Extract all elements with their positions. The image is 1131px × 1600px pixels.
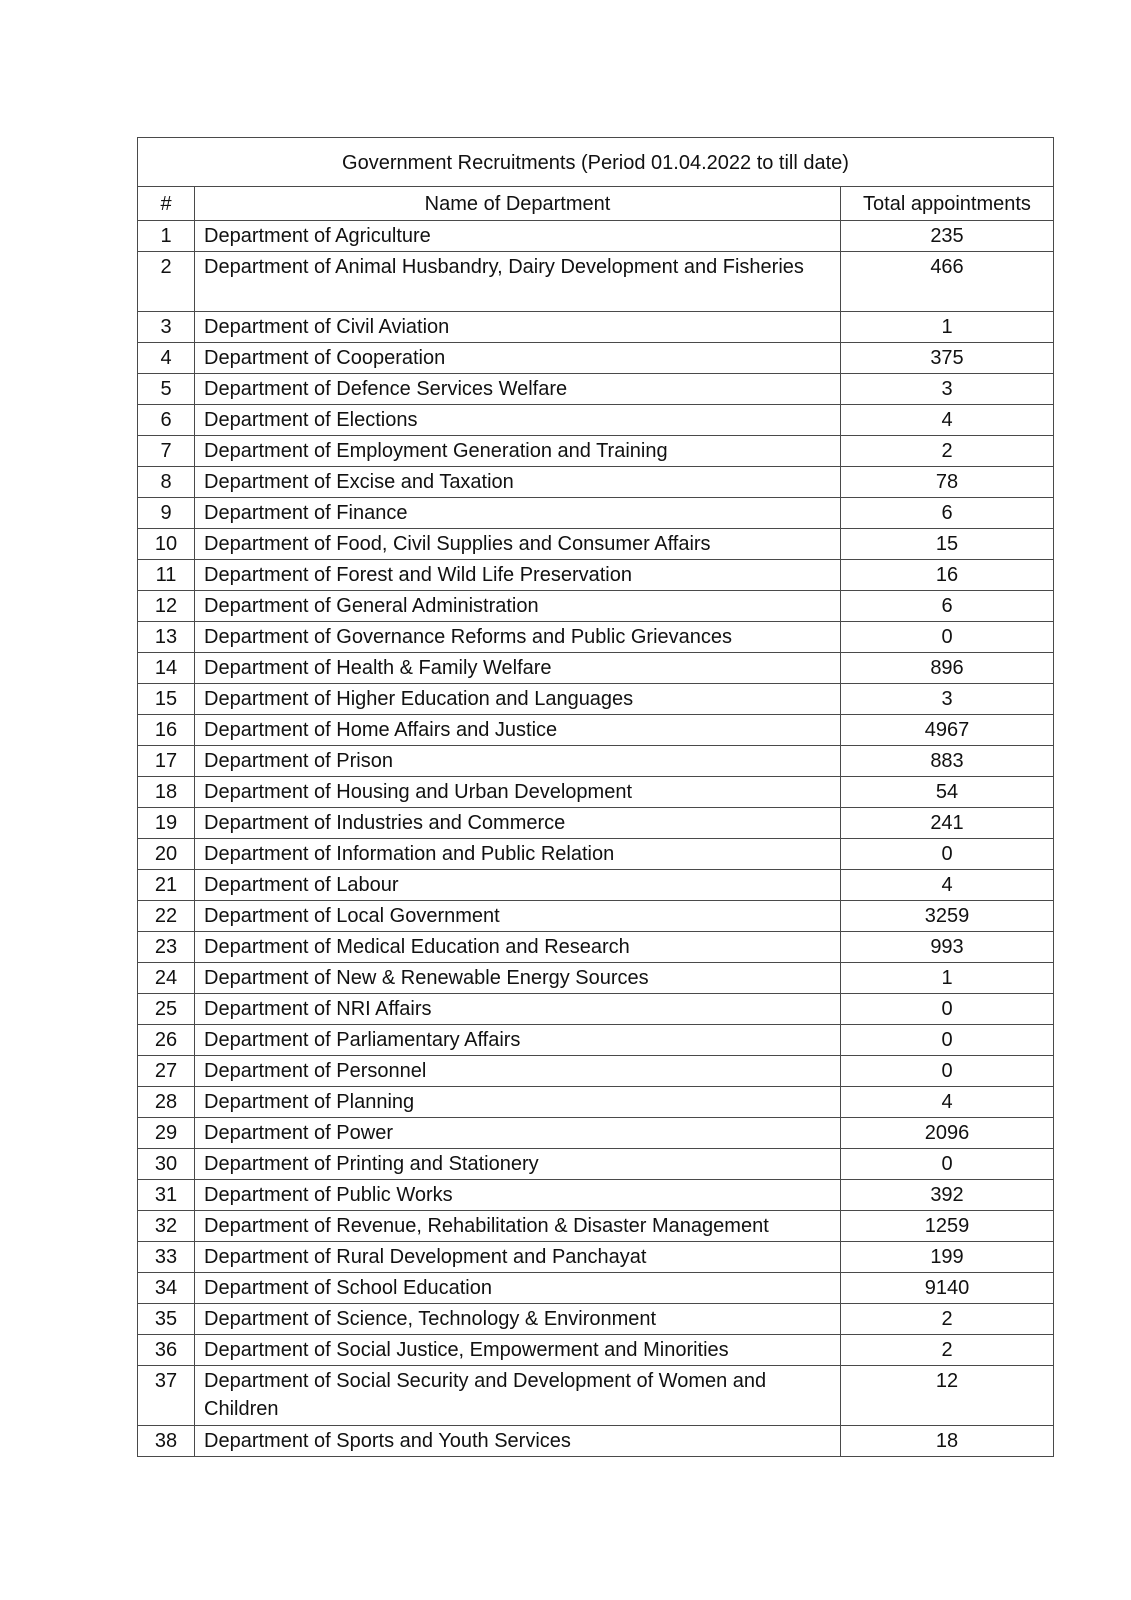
table-row (138, 1025, 1054, 1056)
total-appointments: 15 (841, 529, 1054, 560)
row-number: 30 (138, 1149, 195, 1180)
row-number: 38 (138, 1426, 195, 1457)
table-row (138, 1180, 1054, 1211)
total-appointments: 2 (841, 1335, 1054, 1366)
total-appointments: 2 (841, 1304, 1054, 1335)
total-appointments: 0 (841, 622, 1054, 653)
table-row (138, 498, 1054, 529)
department-name: Department of Printing and Stationery (195, 1149, 841, 1180)
row-number: 17 (138, 746, 195, 777)
total-appointments: 3259 (841, 901, 1054, 932)
table-row (138, 252, 1054, 312)
row-number: 8 (138, 467, 195, 498)
department-name: Department of Sports and Youth Services (195, 1426, 841, 1457)
table-row (138, 1426, 1054, 1457)
total-appointments: 4 (841, 405, 1054, 436)
department-name: Department of School Education (195, 1273, 841, 1304)
total-appointments: 883 (841, 746, 1054, 777)
table-row (138, 221, 1054, 252)
row-number: 14 (138, 653, 195, 684)
total-appointments: 0 (841, 1056, 1054, 1087)
department-name: Department of NRI Affairs (195, 994, 841, 1025)
row-number: 11 (138, 560, 195, 591)
department-name: Department of Prison (195, 746, 841, 777)
total-appointments: 0 (841, 994, 1054, 1025)
total-appointments: 0 (841, 1025, 1054, 1056)
table-row (138, 343, 1054, 374)
table-row (138, 1242, 1054, 1273)
total-appointments: 1259 (841, 1211, 1054, 1242)
row-number: 20 (138, 839, 195, 870)
total-appointments: 78 (841, 467, 1054, 498)
table-row (138, 1211, 1054, 1242)
table-row (138, 1366, 1054, 1426)
row-number: 34 (138, 1273, 195, 1304)
table-title-row (138, 138, 1054, 187)
table-row (138, 1118, 1054, 1149)
department-name: Department of Agriculture (195, 221, 841, 252)
total-appointments: 4967 (841, 715, 1054, 746)
row-number: 31 (138, 1180, 195, 1211)
table-header-row (138, 187, 1054, 221)
total-appointments: 54 (841, 777, 1054, 808)
total-appointments: 1 (841, 963, 1054, 994)
department-name: Department of Forest and Wild Life Preservation (195, 560, 841, 591)
row-number: 33 (138, 1242, 195, 1273)
department-name: Department of Finance (195, 498, 841, 529)
table-row (138, 870, 1054, 901)
row-number: 4 (138, 343, 195, 374)
department-name: Department of Governance Reforms and Public Grievances (195, 622, 841, 653)
row-number: 7 (138, 436, 195, 467)
row-number: 28 (138, 1087, 195, 1118)
total-appointments: 392 (841, 1180, 1054, 1211)
table-row (138, 901, 1054, 932)
total-appointments: 3 (841, 374, 1054, 405)
total-appointments: 9140 (841, 1273, 1054, 1304)
department-name: Department of Parliamentary Affairs (195, 1025, 841, 1056)
table-row (138, 839, 1054, 870)
table-row (138, 808, 1054, 839)
table-row (138, 1335, 1054, 1366)
row-number: 29 (138, 1118, 195, 1149)
row-number: 6 (138, 405, 195, 436)
department-name: Department of Housing and Urban Development (195, 777, 841, 808)
total-appointments: 375 (841, 343, 1054, 374)
table-row (138, 777, 1054, 808)
total-appointments: 466 (841, 252, 1054, 312)
total-appointments: 0 (841, 839, 1054, 870)
total-appointments: 241 (841, 808, 1054, 839)
row-number: 36 (138, 1335, 195, 1366)
table-row (138, 312, 1054, 343)
recruitment-table (137, 137, 1054, 1457)
row-number: 27 (138, 1056, 195, 1087)
table-row (138, 405, 1054, 436)
table-row (138, 1056, 1054, 1087)
table-row (138, 994, 1054, 1025)
department-name: Department of Food, Civil Supplies and Consumer Affairs (195, 529, 841, 560)
department-name: Department of Home Affairs and Justice (195, 715, 841, 746)
table-title: Government Recruitments (Period 01.04.2022 to till date) (138, 138, 1054, 187)
total-appointments: 6 (841, 498, 1054, 529)
row-number: 26 (138, 1025, 195, 1056)
total-appointments: 3 (841, 684, 1054, 715)
table-row (138, 653, 1054, 684)
department-name: Department of Labour (195, 870, 841, 901)
total-appointments: 1 (841, 312, 1054, 343)
row-number: 25 (138, 994, 195, 1025)
table-row (138, 932, 1054, 963)
header-department: Name of Department (195, 187, 841, 221)
table-body (138, 221, 1054, 1457)
department-name: Department of Higher Education and Languages (195, 684, 841, 715)
department-name: Department of Information and Public Relation (195, 839, 841, 870)
table-row (138, 560, 1054, 591)
total-appointments: 993 (841, 932, 1054, 963)
table-row (138, 529, 1054, 560)
table-row (138, 436, 1054, 467)
table-row (138, 1149, 1054, 1180)
total-appointments: 0 (841, 1149, 1054, 1180)
table-row (138, 963, 1054, 994)
row-number: 22 (138, 901, 195, 932)
row-number: 15 (138, 684, 195, 715)
total-appointments: 4 (841, 1087, 1054, 1118)
row-number: 5 (138, 374, 195, 405)
table-row (138, 374, 1054, 405)
row-number: 1 (138, 221, 195, 252)
table-row (138, 1304, 1054, 1335)
table-row (138, 1273, 1054, 1304)
table-row (138, 746, 1054, 777)
total-appointments: 2 (841, 436, 1054, 467)
total-appointments: 235 (841, 221, 1054, 252)
department-name: Department of Local Government (195, 901, 841, 932)
row-number: 23 (138, 932, 195, 963)
department-name: Department of Rural Development and Panchayat (195, 1242, 841, 1273)
department-name: Department of Science, Technology & Environment (195, 1304, 841, 1335)
department-name: Department of Power (195, 1118, 841, 1149)
department-name: Department of New & Renewable Energy Sources (195, 963, 841, 994)
department-name: Department of Employment Generation and Training (195, 436, 841, 467)
header-total-appointments: Total appointments (841, 187, 1054, 221)
department-name: Department of Elections (195, 405, 841, 436)
row-number: 13 (138, 622, 195, 653)
row-number: 9 (138, 498, 195, 529)
department-name: Department of Public Works (195, 1180, 841, 1211)
row-number: 12 (138, 591, 195, 622)
department-name: Department of Civil Aviation (195, 312, 841, 343)
total-appointments: 6 (841, 591, 1054, 622)
row-number: 10 (138, 529, 195, 560)
department-name: Department of Personnel (195, 1056, 841, 1087)
row-number: 37 (138, 1366, 195, 1426)
row-number: 3 (138, 312, 195, 343)
header-number: # (138, 187, 195, 221)
table-row (138, 591, 1054, 622)
table-row (138, 684, 1054, 715)
table-row (138, 622, 1054, 653)
total-appointments: 12 (841, 1366, 1054, 1426)
row-number: 21 (138, 870, 195, 901)
total-appointments: 4 (841, 870, 1054, 901)
total-appointments: 199 (841, 1242, 1054, 1273)
total-appointments: 2096 (841, 1118, 1054, 1149)
row-number: 18 (138, 777, 195, 808)
row-number: 32 (138, 1211, 195, 1242)
department-name: Department of General Administration (195, 591, 841, 622)
row-number: 19 (138, 808, 195, 839)
table-row (138, 715, 1054, 746)
department-name: Department of Defence Services Welfare (195, 374, 841, 405)
row-number: 35 (138, 1304, 195, 1335)
total-appointments: 896 (841, 653, 1054, 684)
department-name: Department of Social Justice, Empowerment and Minorities (195, 1335, 841, 1366)
total-appointments: 18 (841, 1426, 1054, 1457)
department-name: Department of Revenue, Rehabilitation & Disaster Management (195, 1211, 841, 1242)
table-row (138, 467, 1054, 498)
department-name: Department of Planning (195, 1087, 841, 1118)
row-number: 2 (138, 252, 195, 312)
table-row (138, 1087, 1054, 1118)
department-name: Department of Social Security and Development of Women and Children (195, 1366, 841, 1426)
department-name: Department of Industries and Commerce (195, 808, 841, 839)
department-name: Department of Medical Education and Research (195, 932, 841, 963)
total-appointments: 16 (841, 560, 1054, 591)
department-name: Department of Cooperation (195, 343, 841, 374)
department-name: Department of Excise and Taxation (195, 467, 841, 498)
row-number: 24 (138, 963, 195, 994)
department-name: Department of Animal Husbandry, Dairy Development and Fisheries (195, 252, 841, 312)
department-name: Department of Health & Family Welfare (195, 653, 841, 684)
row-number: 16 (138, 715, 195, 746)
